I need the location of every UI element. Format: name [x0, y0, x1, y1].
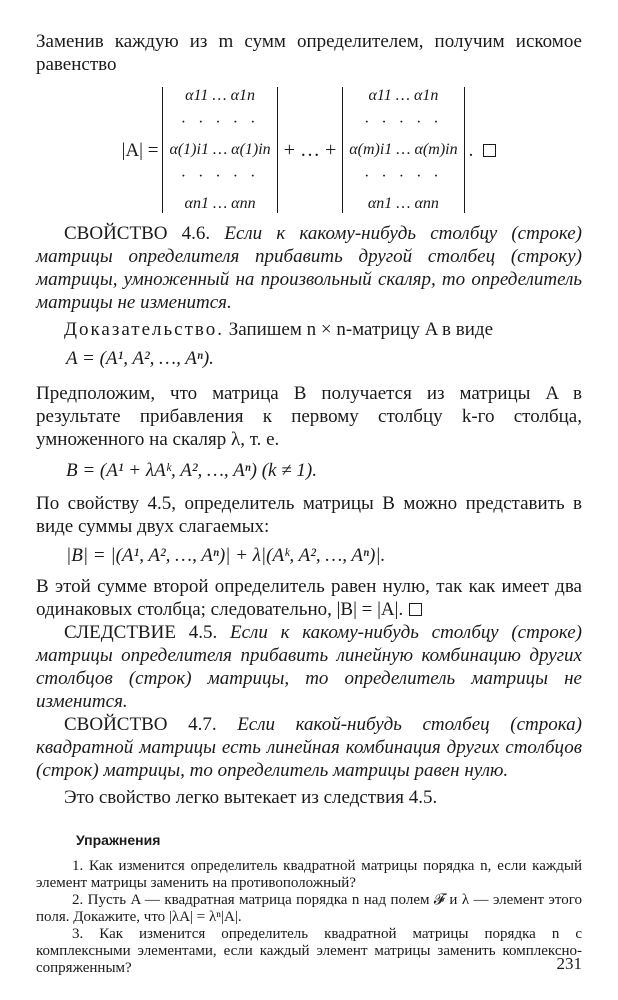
exercise-1: 1. Как изменится определитель квадратной матрицы порядка n, если каждый элемент матрицы заменить на противоположный?	[36, 858, 582, 891]
plus-dots: + … +	[283, 138, 337, 161]
det2-dots-2: · · · · ·	[364, 168, 443, 185]
exercise-2: 2. Пусть A — квадратная матрица порядка n над полем 𝓕 и λ — элемент этого поля. Докажите, что |λA| = λⁿ|A|.	[36, 892, 582, 925]
determinant-1	[162, 87, 277, 213]
det1-row-n: αn1 … αnn	[184, 195, 256, 212]
property-4-6	[36, 222, 582, 314]
determinant-sum-equation: |A| = α11 … α1n · · · · · α(1)i1 … α(1)in · · · · · αn1 … αnn + … + α11 … α1n · · · · · α(m)i1 … α(m)in · · · · · αn1 … αnn .	[36, 86, 582, 214]
proof-intro	[36, 318, 582, 341]
det1-dots-2: · · · · ·	[180, 168, 260, 185]
exercises-heading: Упражнения	[76, 832, 161, 848]
property-4-7	[36, 713, 582, 782]
equation-a-columns: A = (A¹, A², …, Aⁿ).	[66, 348, 214, 369]
det1-dots-1: · · · · ·	[180, 114, 260, 131]
proof-paragraph-1: Предположим, что матрица B получается из матрицы A в результате прибавления к первому столбцу k-го столбца, умноженного на скаляр λ, т. е.	[36, 383, 582, 450]
corollary-4-5-label: СЛЕДСТВИЕ 4.5.	[64, 622, 218, 643]
det2-row-i: α(m)i1 … α(m)in	[349, 141, 458, 158]
equation-det-b-sum: |B| = |(A¹, A², …, Aⁿ)| + λ|(Aᵏ, A², …, Aⁿ)|.	[66, 545, 386, 566]
proof-paragraph-3-text: В этой сумме второй определитель равен нулю, так как имеет два одинаковых столбца; следовательно, |B| = |A|.	[36, 576, 582, 620]
page-number: 231	[556, 954, 582, 973]
det2-dots-1: · · · · ·	[364, 114, 443, 131]
equation-b-columns: B = (A¹ + λAᵏ, A², …, Aⁿ) (k ≠ 1).	[66, 460, 317, 481]
proof-intro-text: Запишем n × n-матрицу A в виде	[228, 319, 494, 340]
proof-paragraph-3	[36, 575, 582, 621]
det-lhs: |A| =	[121, 139, 159, 161]
remark: Это свойство легко вытекает из следствия 4.5.	[64, 787, 438, 808]
determinant-2	[342, 87, 464, 213]
qed-square-icon	[483, 144, 496, 157]
property-4-7-text: Если какой-нибудь столбец (строка) квадратной матрицы есть линейная комбинация других столбцов (строк) матрицы, то определитель матрицы равен нулю.	[36, 714, 583, 781]
intro-paragraph: Заменив каждую из m сумм определителем, получим искомое равенство	[36, 31, 582, 75]
proof-paragraph-2: По свойству 4.5, определитель матрицы B можно представить в виде суммы двух слагаемых:	[36, 493, 582, 537]
det2-row-n: αn1 … αnn	[367, 195, 439, 212]
det2-row-1: α11 … α1n	[368, 87, 439, 104]
det1-row-i: α(1)i1 … α(1)in	[169, 141, 271, 158]
exercise-3: 3. Как изменится определитель квадратной матрицы порядка n с комплексными элементами, если каждый элемент матрицы заменить комплексно-сопряженным?	[36, 926, 582, 976]
proof-label: Доказательство.	[64, 319, 224, 340]
qed-square-icon	[409, 603, 422, 616]
property-4-7-label: СВОЙСТВО 4.7.	[64, 714, 217, 735]
corollary-4-5	[36, 621, 582, 713]
corollary-4-5-text: Если к какому-нибудь столбцу (строке) матрицы определителя прибавить линейную комбинацию других столбцов (строк) матрицы, то определитель матрицы не изменится.	[36, 622, 583, 712]
property-4-6-label: СВОЙСТВО 4.6.	[64, 223, 211, 244]
det1-row-1: α11 … α1n	[185, 87, 255, 104]
property-4-6-text: Если к какому-нибудь столбцу (строке) матрицы определителя прибавить другой столбец (строку) матрицы, умноженный на произвольный скаляр, то определитель матрицы не изменится.	[36, 223, 582, 313]
